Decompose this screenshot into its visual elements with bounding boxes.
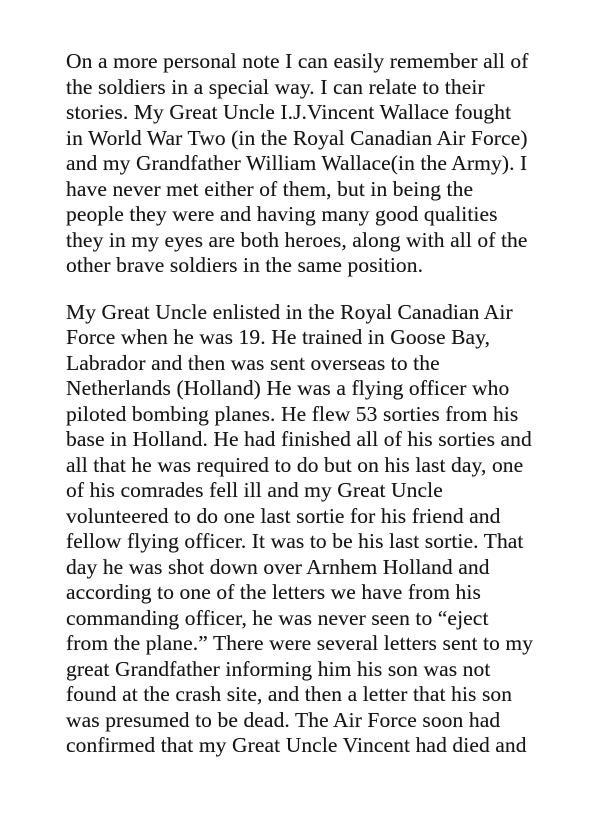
text-line: the soldiers in a special way. I can relate to their <box>66 74 485 99</box>
paragraph-great-uncle-story <box>66 300 576 759</box>
text-line: confirmed that my Great Uncle Vincent had died and <box>66 733 527 757</box>
text-line: Netherlands (Holland) He was a flying officer who <box>66 376 510 400</box>
text-line: in World War Two (in the Royal Canadian Air Force) <box>66 125 528 150</box>
text-line: have never met either of them, but in being the <box>66 176 474 201</box>
text-line: Labrador and then was sent overseas to the <box>66 350 440 375</box>
text-line: volunteered to do one last sortie for his friend and <box>66 503 501 528</box>
paragraph-personal-note <box>66 49 576 279</box>
text-line: great Grandfather informing him his son was not <box>66 656 491 681</box>
text-line: according to one of the letters we have from his <box>66 580 481 604</box>
text-line: fellow flying officer. It was to be his last sortie. That <box>66 529 524 553</box>
text-line: day he was shot down over Arnhem Holland and <box>66 554 490 579</box>
text-line: was presumed to be dead. The Air Force soon had <box>66 707 501 732</box>
text-line: people they were and having many good qualities <box>66 202 498 226</box>
text-line: of his comrades fell ill and my Great Uncle <box>66 478 443 502</box>
text-line: base in Holland. He had finished all of his sorties and <box>66 427 532 451</box>
text-line: Force when he was 19. He trained in Goose Bay, <box>66 325 491 349</box>
text-line: other brave soldiers in the same position. <box>66 253 424 277</box>
text-line: all that he was required to do but on his last day, one <box>66 452 524 477</box>
text-line: they in my eyes are both heroes, along with all of the <box>66 227 528 252</box>
text-line: stories. My Great Uncle I.J.Vincent Wallace fought <box>66 100 512 124</box>
text-line: piloted bombing planes. He flew 53 sorties from his <box>66 401 519 426</box>
text-line: commanding officer, he was never seen to “eject <box>66 605 489 630</box>
essay-text-block <box>66 49 576 780</box>
text-line: from the plane.” There were several letters sent to my <box>66 631 534 655</box>
text-line: My Great Uncle enlisted in the Royal Canadian Air <box>66 299 513 324</box>
text-line: On a more personal note I can easily remember all of <box>66 49 529 73</box>
text-line: found at the crash site, and then a letter that his son <box>66 682 513 706</box>
text-line: and my Grandfather William Wallace(in the Army). I <box>66 151 528 175</box>
